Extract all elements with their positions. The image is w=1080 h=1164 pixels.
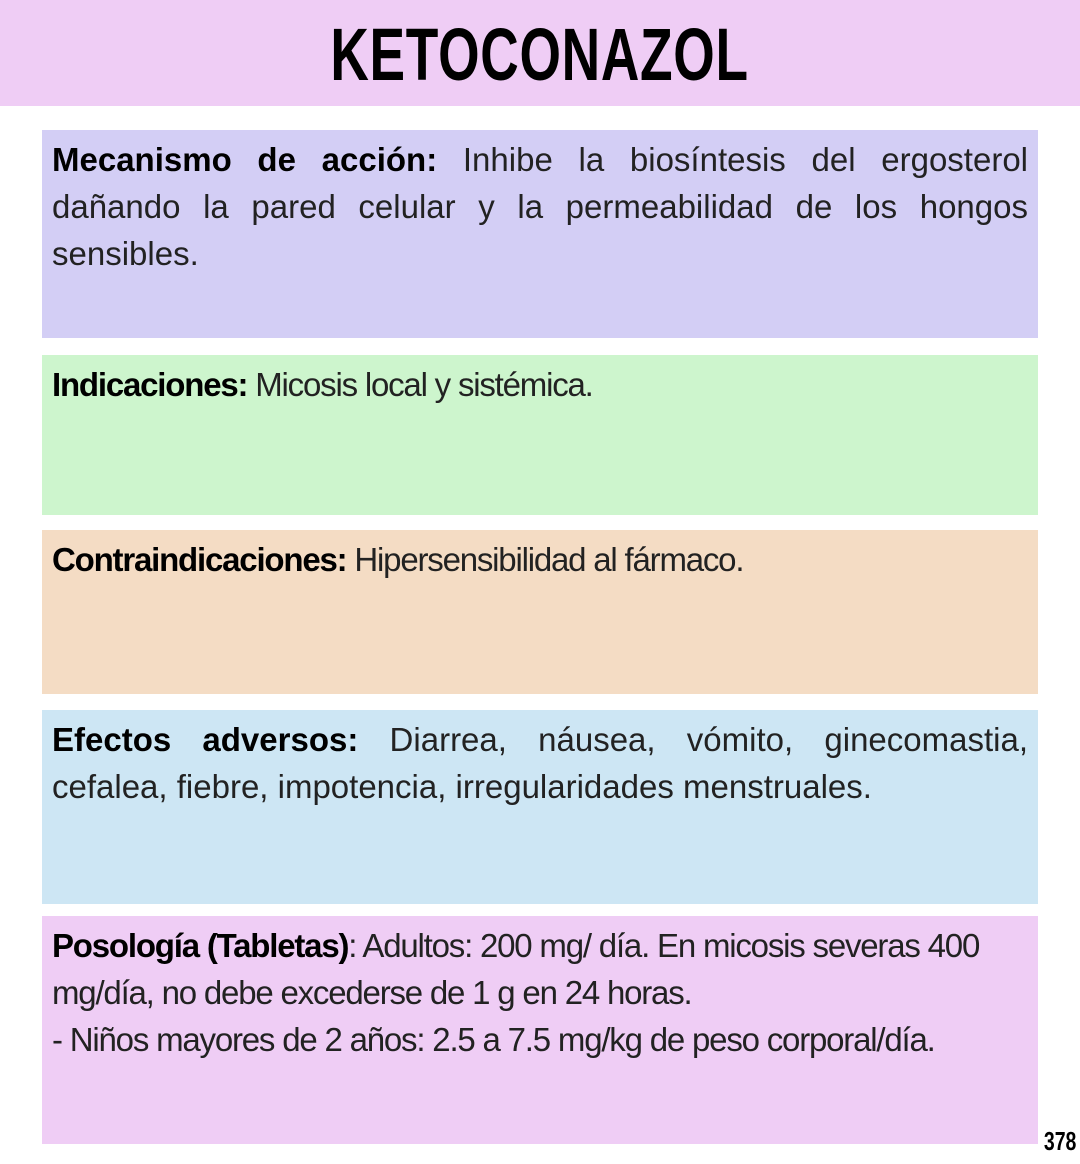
section-extra-text: - Niños mayores de 2 años: 2.5 a 7.5 mg/kg de peso corporal/día.	[52, 1021, 935, 1058]
section-label: Mecanismo de acción:	[52, 141, 438, 178]
section-text: Hipersensibilidad al fármaco.	[346, 541, 744, 578]
section-contraindications	[42, 530, 1038, 694]
page-title: KETOCONAZOL	[330, 13, 750, 96]
section-label: Efectos adversos:	[52, 721, 359, 758]
section-dosage	[42, 916, 1038, 1144]
section-text: Inhibe la biosíntesis del ergosterol dañando la pared celular y la permeabilidad de los hongos sensibles.	[52, 141, 1028, 272]
section-label: Posología (Tabletas)	[52, 927, 349, 964]
section-label: Indicaciones:	[52, 366, 248, 403]
section-text: : Adultos: 200 mg/ día. En micosis severas 400 mg/día, no debe excederse de 1 g en 24 horas.	[52, 927, 980, 1011]
section-label: Contraindicaciones:	[52, 541, 347, 578]
section-text: Diarrea, náusea, vómito, ginecomastia, cefalea, fiebre, impotencia, irregularidades menstruales.	[52, 721, 1028, 805]
section-indications	[42, 355, 1038, 515]
page-number: 378	[1043, 1126, 1076, 1156]
title-banner	[0, 0, 1080, 106]
section-mechanism	[42, 130, 1038, 338]
section-adverse-effects	[42, 710, 1038, 904]
section-text: Micosis local y sistémica.	[247, 366, 593, 403]
